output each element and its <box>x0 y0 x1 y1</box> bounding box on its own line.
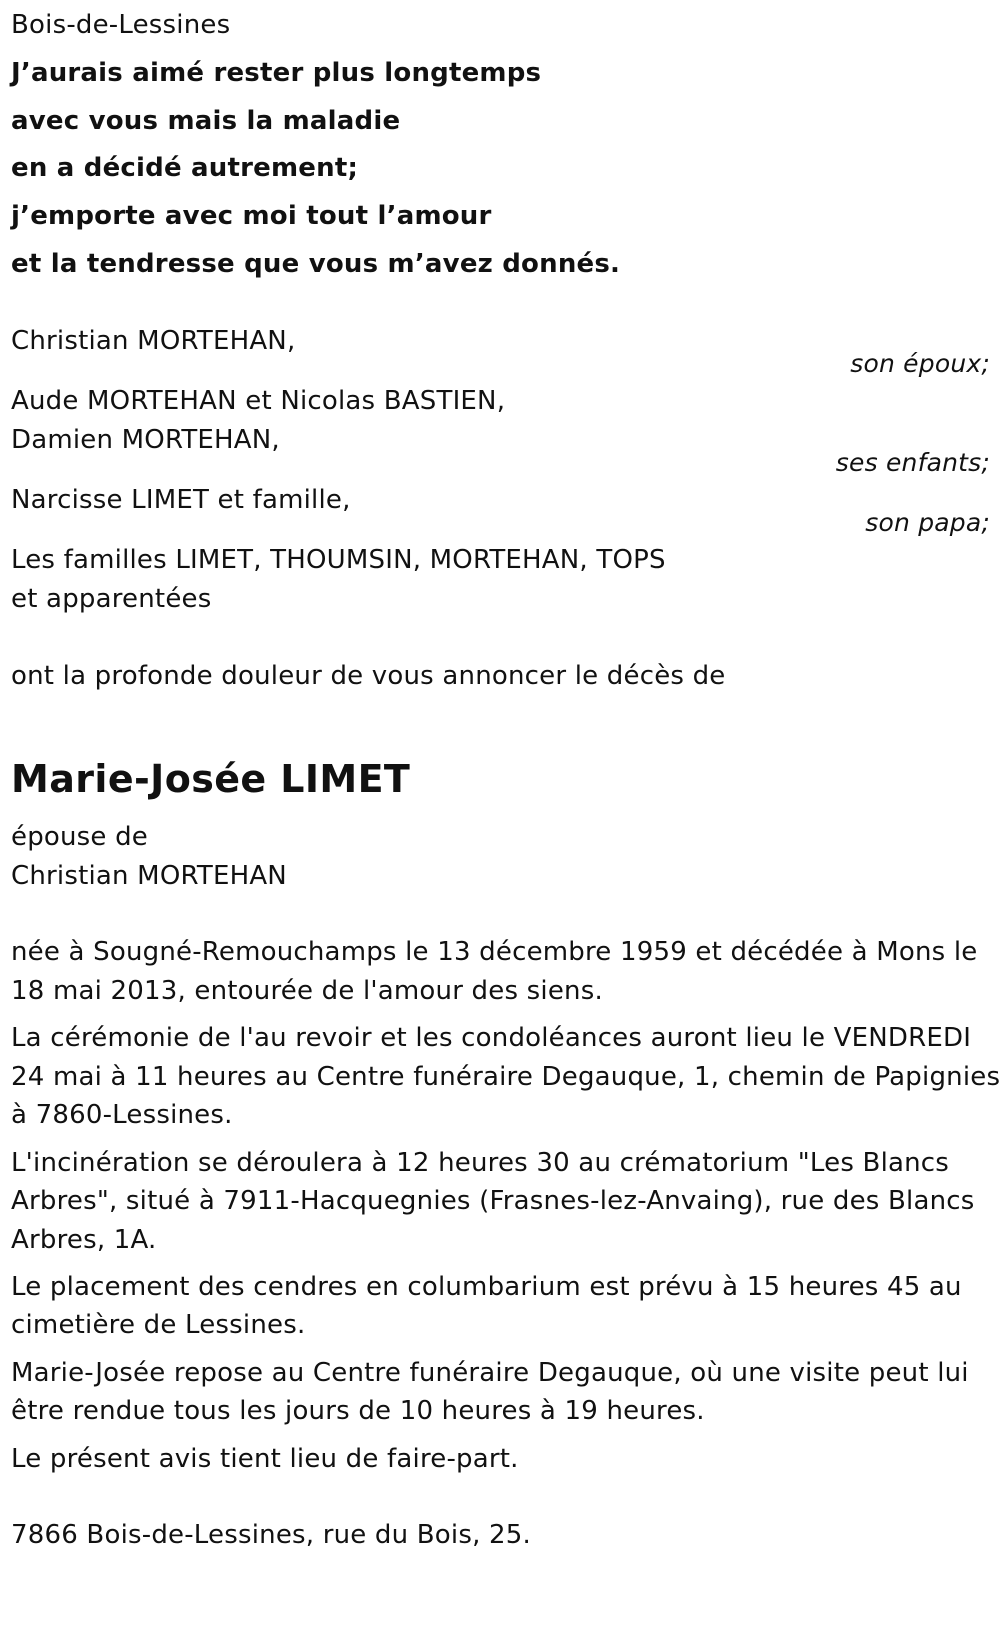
poem-line: j’emporte avec moi tout l’amour <box>11 201 492 231</box>
header-place: Bois-de-Lessines <box>11 10 231 40</box>
spouse-name: Christian MORTEHAN, <box>11 326 296 356</box>
detail-line: Arbres, 1A. <box>11 1225 157 1255</box>
detail-line: née à Sougné-Remouchamps le 13 décembre 1959 et décédée à Mons le <box>11 937 978 967</box>
poem-line: J’aurais aimé rester plus longtemps <box>11 58 542 88</box>
detail-line: L'incinération se déroulera à 12 heures 30 au crématorium "Les Blancs <box>11 1148 950 1178</box>
spouse-relation: son époux; <box>850 349 990 378</box>
detail-line: La cérémonie de l'au revoir et les condoléances auront lieu le VENDREDI <box>11 1023 972 1053</box>
child-name: Damien MORTEHAN, <box>11 425 280 455</box>
deceased-name: Marie-Josée LIMET <box>11 757 411 801</box>
detail-line: être rendue tous les jours de 10 heures à 19 heures. <box>11 1396 705 1426</box>
detail-line: 24 mai à 11 heures au Centre funéraire Degauque, 1, chemin de Papignies <box>11 1062 1000 1092</box>
poem-line: et la tendresse que vous m’avez donnés. <box>11 249 621 279</box>
detail-line: cimetière de Lessines. <box>11 1310 306 1340</box>
poem-line: en a décidé autrement; <box>11 153 359 183</box>
detail-line: Marie-Josée repose au Centre funéraire Degauque, où une visite peut lui <box>11 1358 969 1388</box>
child-name: Aude MORTEHAN et Nicolas BASTIEN, <box>11 386 506 416</box>
detail-line: 18 mai 2013, entourée de l'amour des siens. <box>11 976 603 1006</box>
detail-line: à 7860-Lessines. <box>11 1100 233 1130</box>
children-relation: ses enfants; <box>835 448 990 477</box>
detail-line: Le présent avis tient lieu de faire-part. <box>11 1444 519 1474</box>
father-name: Narcisse LIMET et famille, <box>11 485 351 515</box>
detail-line: Arbres", situé à 7911-Hacquegnies (Frasnes-lez-Anvaing), rue des Blancs <box>11 1186 975 1216</box>
families-line: Les familles LIMET, THOUMSIN, MORTEHAN, TOPS <box>11 545 666 575</box>
address-line: 7866 Bois-de-Lessines, rue du Bois, 25. <box>11 1520 531 1550</box>
spouse-of-line: épouse de <box>11 822 148 852</box>
families-line: et apparentées <box>11 584 212 614</box>
spouse-of-line: Christian MORTEHAN <box>11 861 287 891</box>
detail-line: Le placement des cendres en columbarium est prévu à 15 heures 45 au <box>11 1272 962 1302</box>
announcement-text: ont la profonde douleur de vous annoncer le décès de <box>11 661 726 691</box>
father-relation: son papa; <box>865 508 990 537</box>
poem-line: avec vous mais la maladie <box>11 106 401 136</box>
